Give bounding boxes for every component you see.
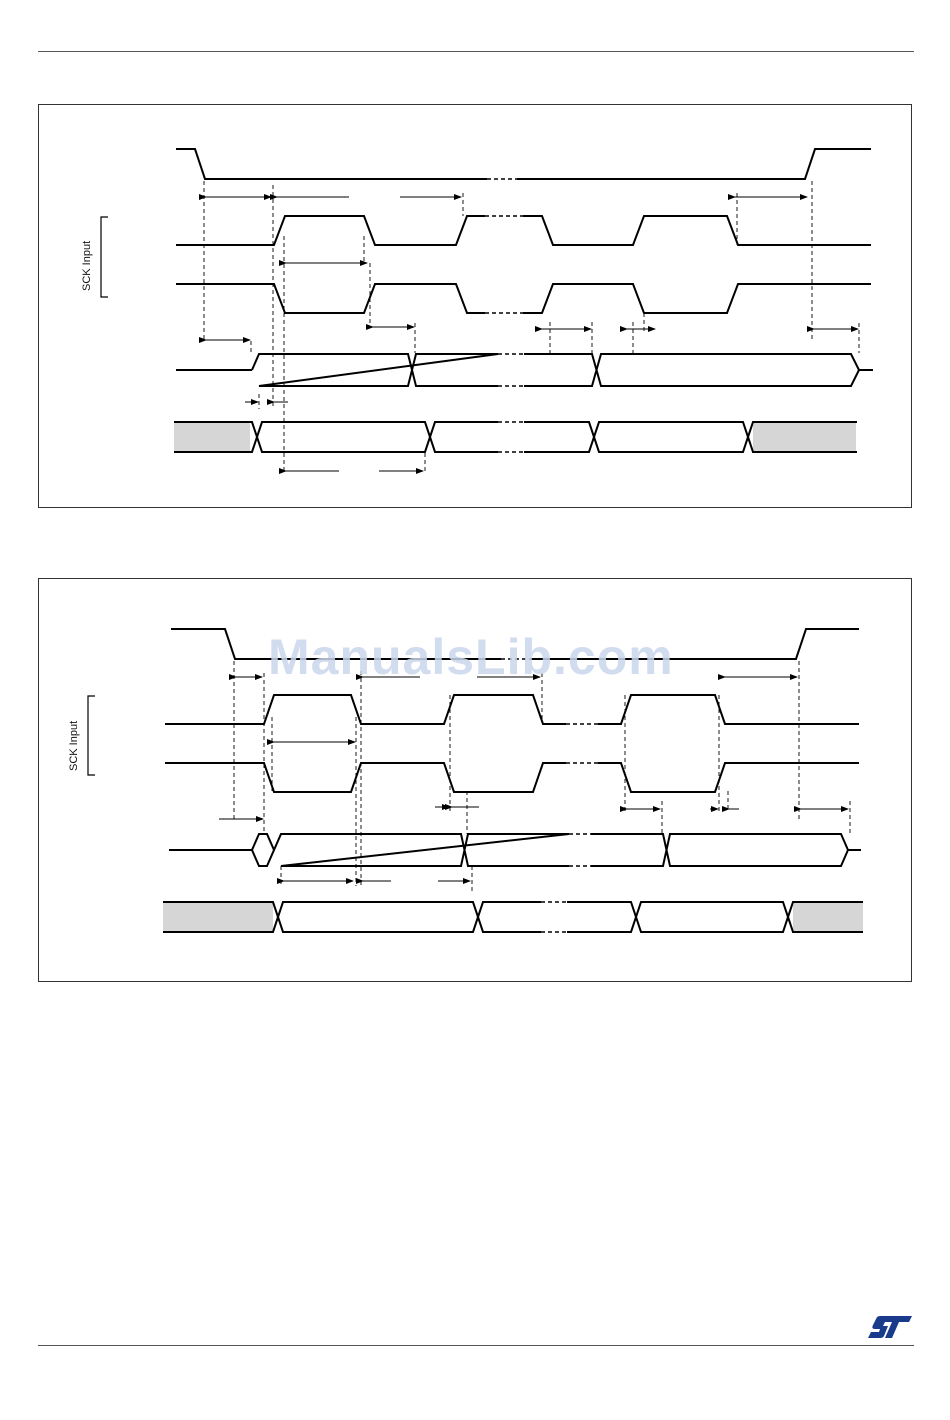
miso-bus-2 — [169, 834, 861, 866]
mosi-idle-left-2 — [163, 902, 273, 932]
sck-input-label-2: SCK Input — [68, 720, 80, 771]
miso-breaks-2 — [569, 834, 591, 866]
miso-bus — [176, 354, 873, 386]
sck-cpol1-signal — [176, 284, 871, 313]
header-rule — [38, 51, 914, 52]
mosi-idle-left — [174, 422, 250, 452]
sck-input-label: SCK Input — [81, 240, 93, 291]
mosi-breaks-2 — [541, 902, 567, 932]
nss-signal — [176, 149, 871, 179]
st-logo — [866, 1314, 914, 1345]
watermark: ManualsLib.com — [268, 629, 674, 685]
sck-cpol1-signal-2 — [165, 763, 859, 792]
sck-cpol0-signal — [176, 216, 871, 245]
sck-bracket-2 — [88, 696, 95, 775]
sck-cpol0-signal-2 — [165, 695, 859, 724]
sck-bracket — [101, 217, 108, 297]
mosi-breaks — [498, 422, 524, 452]
timing-diagram-1 — [38, 104, 912, 508]
timing-diagram-1-svg — [39, 105, 913, 509]
footer-rule — [38, 1345, 914, 1346]
st-logo-icon — [866, 1314, 914, 1340]
mosi-idle-right — [753, 422, 856, 452]
mosi-idle-right-2 — [793, 902, 863, 932]
miso-breaks — [498, 354, 524, 386]
